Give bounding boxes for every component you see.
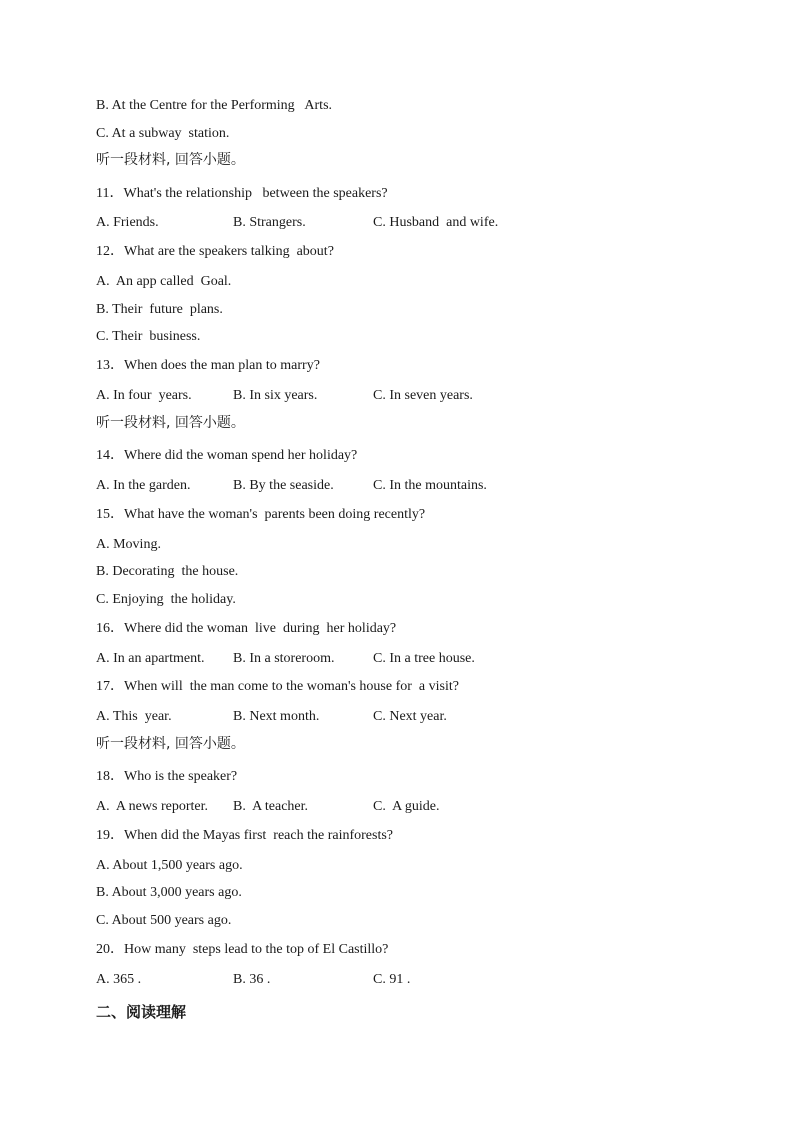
option-a: A. 365 . [96, 972, 142, 987]
option-b: B. Next month. [233, 709, 320, 724]
question-16: 16．Where did the woman live during her holiday? [96, 621, 397, 636]
option-line: B. Decorating the house. [96, 564, 239, 579]
option-b: B. Strangers. [233, 215, 306, 230]
option-a: A. In the garden. [96, 478, 191, 493]
option-c: C. In the mountains. [373, 478, 487, 493]
option-line: C. About 500 years ago. [96, 913, 232, 928]
option-a: A. In an apartment. [96, 651, 205, 666]
option-b: B. In six years. [233, 388, 318, 403]
option-line: A. An app called Goal. [96, 274, 232, 289]
option-line: B. Their future plans. [96, 302, 223, 317]
option-c: C. 91 . [373, 972, 411, 987]
question-12: 12．What are the speakers talking about? [96, 244, 334, 259]
option-line: B. At the Centre for the Performing Arts. [96, 98, 333, 113]
listening-instruction: 听一段材料, 回答小题。 [96, 152, 245, 168]
option-line: C. Their business. [96, 329, 201, 344]
option-line: A. Moving. [96, 537, 161, 552]
option-b: B. A teacher. [233, 799, 309, 814]
option-a: A. A news reporter. [96, 799, 208, 814]
question-17: 17．When will the man come to the woman's house for a visit? [96, 679, 459, 694]
question-18: 18．Who is the speaker? [96, 769, 238, 784]
question-15: 15．What have the woman's parents been doing recently? [96, 507, 426, 522]
listening-instruction: 听一段材料, 回答小题。 [96, 736, 245, 752]
option-a: A. Friends. [96, 215, 159, 230]
question-11: 11．What's the relationship between the speakers? [96, 186, 388, 201]
question-14: 14．Where did the woman spend her holiday? [96, 448, 358, 463]
question-19: 19．When did the Mayas first reach the rainforests? [96, 828, 394, 843]
option-c: C. Husband and wife. [373, 215, 499, 230]
option-line: B. About 3,000 years ago. [96, 885, 242, 900]
option-b: B. 36 . [233, 972, 271, 987]
listening-instruction: 听一段材料, 回答小题。 [96, 415, 245, 431]
option-line: C. At a subway station. [96, 126, 230, 141]
question-20: 20．How many steps lead to the top of El Castillo? [96, 942, 389, 957]
option-a: A. In four years. [96, 388, 192, 403]
option-line: A. About 1,500 years ago. [96, 858, 243, 873]
question-13: 13．When does the man plan to marry? [96, 358, 320, 373]
section-heading: 二、阅读理解 [96, 1003, 187, 1021]
option-a: A. This year. [96, 709, 172, 724]
option-b: B. In a storeroom. [233, 651, 335, 666]
option-c: C. Next year. [373, 709, 447, 724]
option-c: C. A guide. [373, 799, 440, 814]
option-c: C. In seven years. [373, 388, 473, 403]
option-b: B. By the seaside. [233, 478, 334, 493]
option-c: C. In a tree house. [373, 651, 475, 666]
option-line: C. Enjoying the holiday. [96, 592, 236, 607]
